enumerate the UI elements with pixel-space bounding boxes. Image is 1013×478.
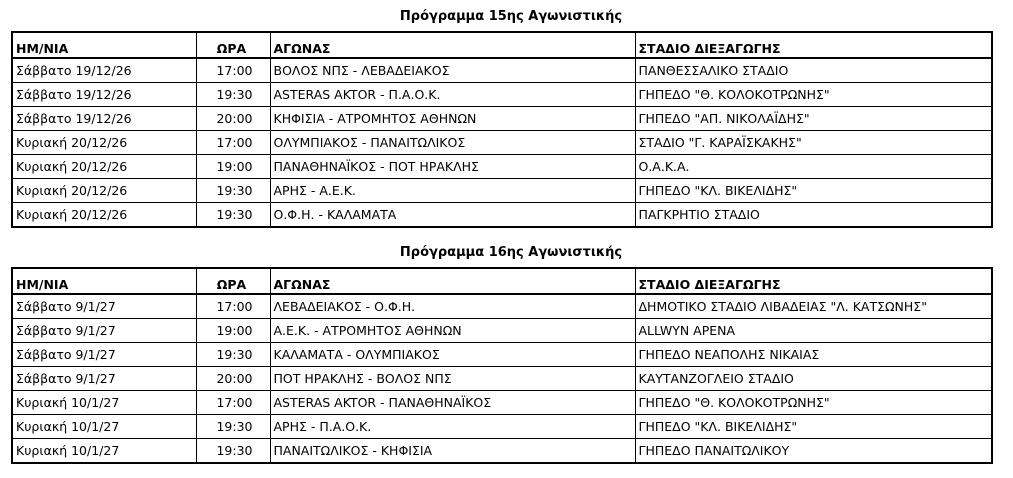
- match-venue: Ο.Α.Κ.Α.: [635, 155, 992, 179]
- time-column-header: ΩΡΑ: [196, 32, 270, 58]
- match-teams: ΒΟΛΟΣ ΝΠΣ - ΛΕΒΑΔΕΙΑΚΟΣ: [270, 58, 635, 83]
- match-venue: ΣΤΑΔΙΟ "Γ. ΚΑΡΑΪΣΚΑΚΗΣ": [635, 131, 992, 155]
- match-column-header: ΑΓΩΝΑΣ: [270, 32, 635, 58]
- match-teams: Α.Ε.Κ. - ΑΤΡΟΜΗΤΟΣ ΑΘΗΝΩΝ: [270, 319, 635, 343]
- table-row: [12, 179, 992, 203]
- match-venue: ΓΗΠΕΔΟ "ΑΠ. ΝΙΚΟΛΑΪΔΗΣ": [635, 107, 992, 131]
- match-time: 19:30: [196, 343, 270, 367]
- match-column-header: ΑΓΩΝΑΣ: [270, 268, 635, 294]
- table-row: [12, 155, 992, 179]
- match-venue: ΓΗΠΕΔΟ "ΚΛ. ΒΙΚΕΛΙΔΗΣ": [635, 415, 992, 439]
- match-teams: ΑΡΗΣ - Α.Ε.Κ.: [270, 179, 635, 203]
- match-teams: ASTERAS AKTOR - ΠΑΝΑΘΗΝΑΪΚΟΣ: [270, 391, 635, 415]
- match-venue: ΔΗΜΟΤΙΚΟ ΣΤΑΔΙΟ ΛΙΒΑΔΕΙΑΣ "Λ. ΚΑΤΣΩΝΗΣ": [635, 294, 992, 319]
- table-row: [12, 415, 992, 439]
- match-date: Σάββατο 19/12/26: [12, 107, 196, 131]
- table-row: [12, 391, 992, 415]
- match-time: 17:00: [196, 131, 270, 155]
- match-time: 20:00: [196, 107, 270, 131]
- match-date: Κυριακή 20/12/26: [12, 203, 196, 228]
- match-venue: ΚΑΥΤΑΝΖΟΓΛΕΙΟ ΣΤΑΔΙΟ: [635, 367, 992, 391]
- match-date: Σάββατο 9/1/27: [12, 343, 196, 367]
- match-teams: ΛΕΒΑΔΕΙΑΚΟΣ - Ο.Φ.Η.: [270, 294, 635, 319]
- round-title: Πρόγραμμα 15ης Αγωνιστικής: [399, 9, 623, 24]
- table-row: [12, 319, 992, 343]
- table-row: [12, 131, 992, 155]
- table-row: [12, 83, 992, 107]
- match-teams: ΑΡΗΣ - Π.Α.Ο.Κ.: [270, 415, 635, 439]
- match-teams: ASTERAS AKTOR - Π.Α.Ο.Κ.: [270, 83, 635, 107]
- table-header-row: [12, 32, 992, 58]
- match-date: Σάββατο 19/12/26: [12, 58, 196, 83]
- match-time: 19:30: [196, 439, 270, 464]
- date-column-header: ΗΜ/ΝΙΑ: [12, 268, 196, 294]
- table-row: [12, 439, 992, 464]
- match-teams: ΟΛΥΜΠΙΑΚΟΣ - ΠΑΝΑΙΤΩΛΙΚΟΣ: [270, 131, 635, 155]
- table-row: [12, 107, 992, 131]
- table-row: [12, 294, 992, 319]
- match-teams: ΠΑΝΑΘΗΝΑΪΚΟΣ - ΠΟΤ ΗΡΑΚΛΗΣ: [270, 155, 635, 179]
- round-title: Πρόγραμμα 16ης Αγωνιστικής: [399, 245, 623, 260]
- venue-column-header: ΣΤΑΔΙΟ ΔΙΕΞΑΓΩΓΗΣ: [635, 32, 992, 58]
- match-date: Σάββατο 9/1/27: [12, 319, 196, 343]
- match-date: Σάββατο 19/12/26: [12, 83, 196, 107]
- date-column-header: ΗΜ/ΝΙΑ: [12, 32, 196, 58]
- match-teams: ΚΑΛΑΜΑΤΑ - ΟΛΥΜΠΙΑΚΟΣ: [270, 343, 635, 367]
- match-time: 19:00: [196, 319, 270, 343]
- match-teams: ΚΗΦΙΣΙΑ - ΑΤΡΟΜΗΤΟΣ ΑΘΗΝΩΝ: [270, 107, 635, 131]
- table-row: [12, 367, 992, 391]
- match-time: 17:00: [196, 294, 270, 319]
- table-row: [12, 58, 992, 83]
- match-venue: ΠΑΝΘΕΣΣΑΛΙΚΟ ΣΤΑΔΙΟ: [635, 58, 992, 83]
- match-date: Σάββατο 9/1/27: [12, 367, 196, 391]
- match-date: Κυριακή 20/12/26: [12, 155, 196, 179]
- match-venue: ALLWYN ΑΡΕΝΑ: [635, 319, 992, 343]
- schedule-table: [11, 31, 993, 228]
- match-venue: ΓΗΠΕΔΟ ΝΕΑΠΟΛΗΣ ΝΙΚΑΙΑΣ: [635, 343, 992, 367]
- match-venue: ΓΗΠΕΔΟ "Θ. ΚΟΛΟΚΟΤΡΩΝΗΣ": [635, 83, 992, 107]
- match-date: Κυριακή 10/1/27: [12, 415, 196, 439]
- table-header-row: [12, 268, 992, 294]
- table-row: [12, 343, 992, 367]
- match-venue: ΠΑΓΚΡΗΤΙΟ ΣΤΑΔΙΟ: [635, 203, 992, 228]
- round-16-section: [11, 244, 991, 464]
- match-teams: ΠΟΤ ΗΡΑΚΛΗΣ - ΒΟΛΟΣ ΝΠΣ: [270, 367, 635, 391]
- round-15-section: [11, 8, 991, 228]
- match-time: 17:00: [196, 391, 270, 415]
- match-venue: ΓΗΠΕΔΟ "Θ. ΚΟΛΟΚΟΤΡΩΝΗΣ": [635, 391, 992, 415]
- time-column-header: ΩΡΑ: [196, 268, 270, 294]
- match-teams: ΠΑΝΑΙΤΩΛΙΚΟΣ - ΚΗΦΙΣΙΑ: [270, 439, 635, 464]
- match-venue: ΓΗΠΕΔΟ ΠΑΝΑΙΤΩΛΙΚΟΥ: [635, 439, 992, 464]
- match-date: Κυριακή 10/1/27: [12, 439, 196, 464]
- match-time: 19:30: [196, 415, 270, 439]
- match-time: 20:00: [196, 367, 270, 391]
- match-time: 17:00: [196, 58, 270, 83]
- match-date: Κυριακή 10/1/27: [12, 391, 196, 415]
- match-teams: Ο.Φ.Η. - ΚΑΛΑΜΑΤΑ: [270, 203, 635, 228]
- match-date: Κυριακή 20/12/26: [12, 179, 196, 203]
- venue-column-header: ΣΤΑΔΙΟ ΔΙΕΞΑΓΩΓΗΣ: [635, 268, 992, 294]
- match-time: 19:30: [196, 83, 270, 107]
- match-time: 19:00: [196, 155, 270, 179]
- match-time: 19:30: [196, 179, 270, 203]
- match-time: 19:30: [196, 203, 270, 228]
- match-venue: ΓΗΠΕΔΟ "ΚΛ. ΒΙΚΕΛΙΔΗΣ": [635, 179, 992, 203]
- table-row: [12, 203, 992, 228]
- match-date: Κυριακή 20/12/26: [12, 131, 196, 155]
- match-date: Σάββατο 9/1/27: [12, 294, 196, 319]
- schedule-table: [11, 267, 993, 464]
